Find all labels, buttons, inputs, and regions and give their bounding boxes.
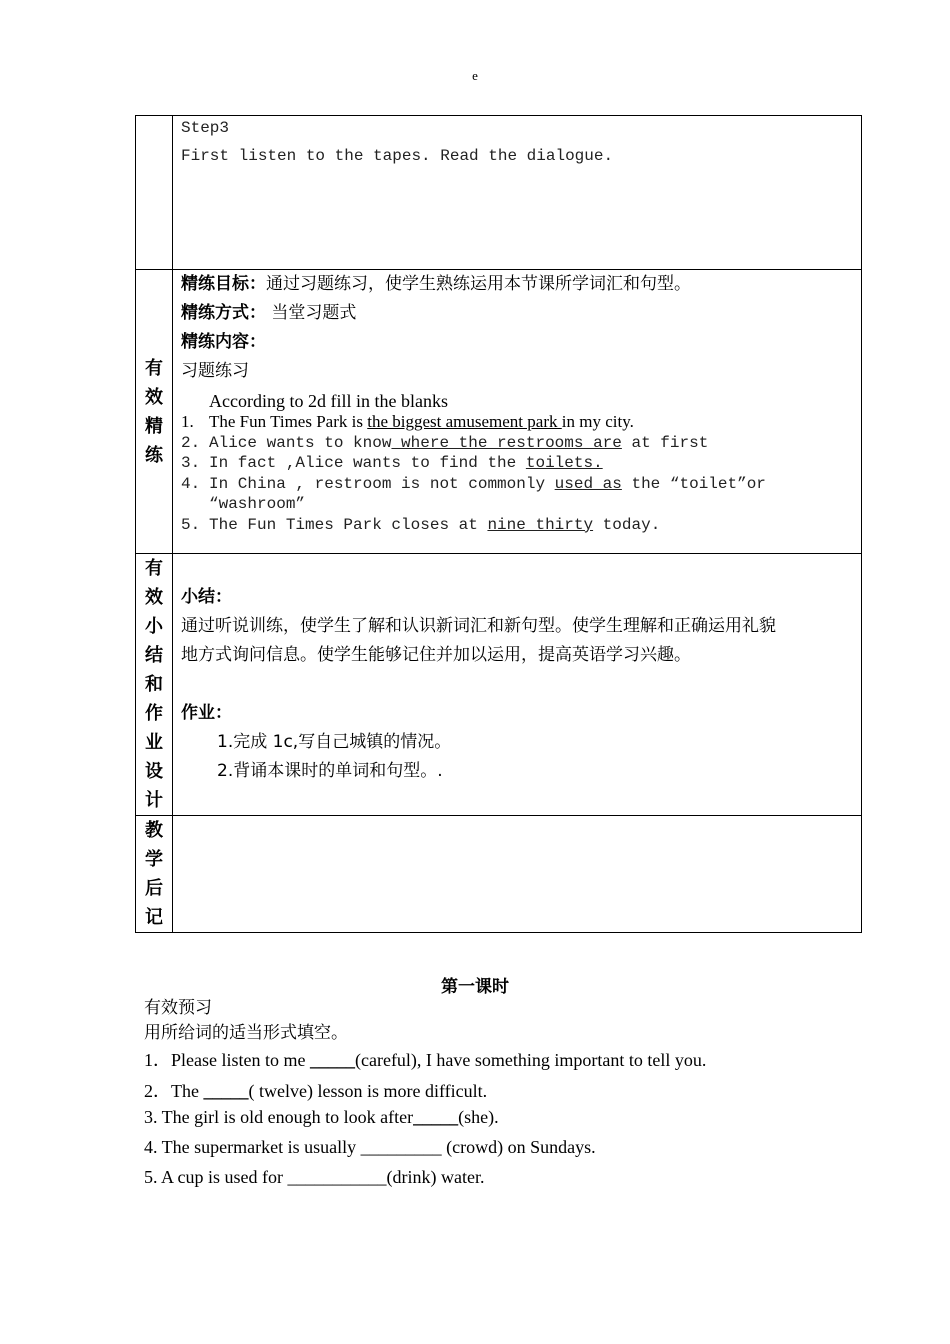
item-answer: used as	[554, 474, 622, 493]
goal-key: 精练目标：	[181, 274, 266, 294]
homework-heading	[181, 699, 853, 728]
method-key: 精练方式：	[181, 303, 266, 323]
afterword-row	[136, 816, 862, 933]
question-item	[144, 1107, 499, 1128]
practice-content	[181, 328, 853, 357]
summary-row	[136, 554, 862, 816]
question-text: (drink) water.	[386, 1167, 485, 1187]
item-text: The Fun Times Park is	[209, 412, 368, 431]
question-text: 1．Please listen to me	[144, 1050, 310, 1070]
summary-text: 地方式询问信息。使学生能够记住并加以运用，提高英语学习兴趣。	[181, 645, 691, 665]
summary-label-char: 小	[145, 616, 163, 636]
summary-key: 小结：	[181, 587, 232, 607]
item-number: 3.	[181, 454, 201, 472]
question-text: (careful), I have something important to tell you.	[354, 1050, 707, 1070]
question-text: 2．The	[144, 1081, 204, 1101]
practice-label-char: 精	[145, 415, 163, 436]
question-text: 3. The girl is old enough to look after	[144, 1107, 414, 1127]
item-text: In China , restroom is not commonly	[209, 474, 555, 493]
item-answer: where the restrooms are	[391, 433, 622, 452]
question-item	[144, 1167, 484, 1188]
item-number: 2.	[181, 433, 201, 452]
question-text: 5. A cup is used for	[144, 1167, 288, 1187]
question-blank: _____	[309, 1050, 355, 1070]
question-blank: _____	[203, 1081, 249, 1101]
item-number: 1.	[181, 412, 194, 431]
summary-label-char: 效	[145, 587, 163, 607]
question-text: 4. The supermarket is usually	[144, 1137, 361, 1157]
method-value: 当堂习题式	[266, 303, 357, 323]
summary-heading	[181, 583, 853, 612]
item-answer: the biggest amusement park	[367, 412, 562, 431]
exercise-item	[181, 515, 853, 536]
practice-goal	[181, 270, 853, 299]
question-text: (she).	[458, 1107, 499, 1127]
practice-label	[136, 270, 173, 554]
summary-text: 通过听说训练，使学生了解和认识新词汇和新句型。使学生理解和正确运用礼貌	[181, 616, 776, 636]
step3-instruction: First listen to the tapes. Read the dialogue.	[181, 147, 614, 165]
lesson-title: 第一课时	[441, 977, 509, 997]
summary-label-char: 业	[145, 732, 163, 752]
afterword-content-cell	[173, 816, 862, 933]
summary-label-char: 设	[145, 761, 163, 781]
step3-title: Step3	[181, 119, 230, 137]
exercise-item	[181, 412, 853, 433]
page-header-mark: e	[472, 68, 478, 83]
afterword-label-char: 记	[145, 907, 163, 927]
lesson-plan-table	[135, 115, 862, 933]
question-blank: ___________	[287, 1167, 387, 1187]
step3-label-cell	[136, 116, 173, 270]
practice-label-char: 有	[145, 357, 163, 378]
practice-label-char: 练	[145, 444, 163, 465]
question-blank: _____	[413, 1107, 459, 1127]
preview-heading: 有效预习	[144, 998, 212, 1018]
homework-item: 1.完成 1c,写自己城镇的情况。	[217, 732, 452, 752]
item-text: The Fun Times Park closes at	[209, 515, 488, 534]
practice-label-char: 效	[145, 386, 163, 407]
item-text: in my city.	[561, 412, 634, 431]
fill-instruction: 用所给词的适当形式填空。	[144, 1023, 348, 1043]
summary-content-cell	[173, 554, 862, 816]
afterword-label	[136, 816, 173, 933]
item-text: Alice wants to know	[209, 433, 392, 452]
summary-label	[136, 554, 173, 816]
question-text: ( twelve) lesson is more difficult.	[248, 1081, 488, 1101]
item-text: the “toilet”or	[621, 474, 766, 493]
exercise-instruction: According to 2d fill in the blanks	[209, 391, 448, 411]
goal-value: 通过习题练习，使学生熟练运用本节课所学词汇和句型。	[266, 274, 691, 294]
item-text: today.	[593, 515, 661, 534]
item-number: 5.	[181, 515, 201, 534]
summary-label-char: 有	[145, 558, 163, 578]
question-blank: _________	[360, 1137, 442, 1157]
item-number: 4.	[181, 474, 201, 493]
afterword-label-char: 教	[145, 820, 163, 840]
item-text: at first	[621, 433, 709, 452]
question-item	[144, 1046, 706, 1072]
afterword-label-char: 学	[145, 849, 163, 869]
exercise-item	[181, 453, 853, 474]
item-answer: toilets.	[525, 454, 603, 472]
homework-key: 作业：	[181, 703, 232, 723]
practice-row	[136, 270, 862, 554]
summary-label-char: 和	[145, 674, 163, 694]
summary-label-char: 作	[145, 703, 163, 723]
question-text: (crowd) on Sundays.	[441, 1137, 596, 1157]
step3-content-cell	[173, 116, 862, 270]
summary-label-char: 结	[145, 645, 163, 665]
step3-row	[136, 116, 862, 270]
content-key: 精练内容：	[181, 332, 266, 352]
item-text: In fact ,Alice wants to find the	[209, 454, 526, 472]
practice-content-cell	[173, 270, 862, 554]
summary-label-char: 计	[145, 790, 163, 810]
exercise-item	[181, 433, 853, 454]
exercise-title: 习题练习	[181, 361, 249, 381]
question-item	[144, 1077, 487, 1103]
exercise-item	[181, 474, 853, 495]
afterword-label-char: 后	[145, 878, 163, 898]
exercise-item-continued	[181, 494, 853, 515]
practice-method	[181, 299, 853, 328]
question-item	[144, 1137, 596, 1158]
item-answer: nine thirty	[487, 515, 594, 534]
homework-item: 2.背诵本课时的单词和句型。.	[217, 761, 443, 781]
item-text: “washroom”	[209, 495, 306, 513]
